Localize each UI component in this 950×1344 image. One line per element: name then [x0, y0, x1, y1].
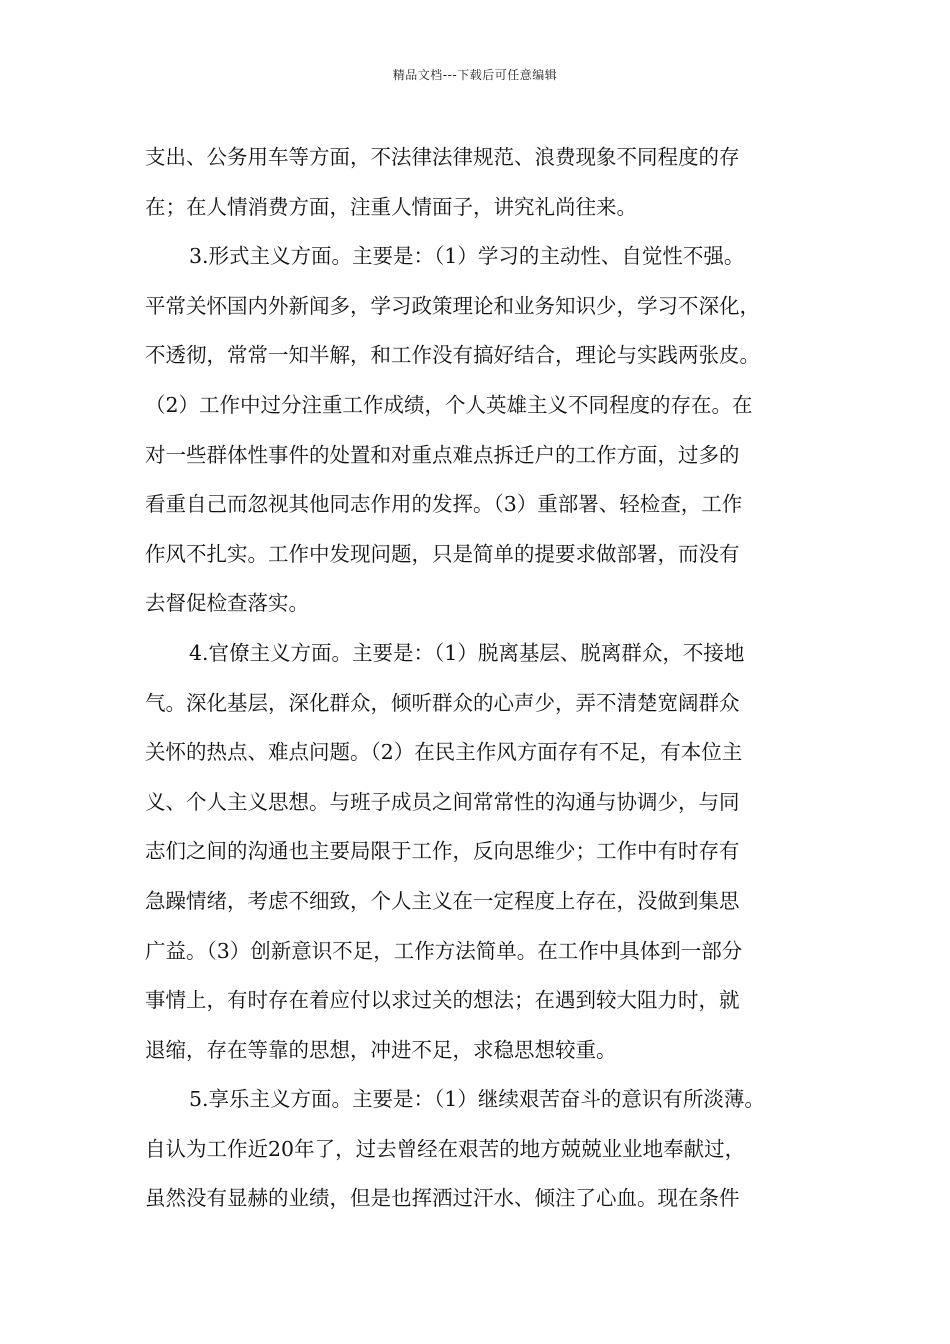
text-line: 平常关怀国内外新闻多，学习政策理论和业务知识少，学习不深化， [145, 293, 760, 318]
text-line: 急躁情绪，考虑不细致，个人主义在一定程度上存在，没做到集思 [145, 888, 740, 913]
text-line: 不透彻，常常一知半解，和工作没有搞好结合，理论与实践两张皮。 [145, 343, 760, 368]
page-header: 精品文档---下载后可任意编辑 [392, 68, 558, 82]
text-line: 义、个人主义思想。与班子成员之间常常性的沟通与协调少，与同 [145, 789, 740, 814]
text-line: （2）工作中过分注重工作成绩，个人英雄主义不同程度的存在。在 [145, 392, 753, 417]
text-line: 广益。（3）创新意识不足，工作方法简单。在工作中具体到一部分 [145, 938, 743, 963]
paragraph-first-line: 4.官僚主义方面。主要是：（1）脱离基层、脱离群众，不接地 [189, 640, 745, 665]
text-line: 去督促检查落实。 [145, 591, 309, 616]
text-line: 气。深化基层，深化群众，倾听群众的心声少，弄不清楚宽阔群众 [145, 690, 740, 715]
text-line: 虽然没有显赫的业绩，但是也挥洒过汗水、倾注了心血。现在条件 [145, 1186, 740, 1211]
document-body [145, 133, 810, 1224]
text-line: 事情上，有时存在着应付以求过关的想法；在遇到较大阻力时，就 [145, 988, 740, 1013]
text-line: 关怀的热点、难点问题。（2）在民主作风方面存有不足，有本位主 [145, 740, 743, 765]
text-line: 退缩，存在等靠的思想，冲进不足，求稳思想较重。 [145, 1037, 617, 1062]
text-line: 自认为工作近20年了，过去曾经在艰苦的地方兢兢业业地奉献过， [145, 1136, 746, 1161]
paragraph-first-line: 3.形式主义方面。主要是：（1）学习的主动性、自觉性不强。 [189, 244, 745, 269]
text-line: 看重自己而忽视其他同志作用的发挥。（3）重部署、轻检查，工作 [145, 492, 743, 517]
text-line: 作风不扎实。工作中发现问题，只是简单的提要求做部署，而没有 [145, 541, 740, 566]
text-line: 在；在人情消费方面，注重人情面子，讲究礼尚往来。 [145, 194, 637, 219]
text-line: 志们之间的沟通也主要局限于工作，反向思维少；工作中有时存有 [145, 839, 740, 864]
text-line: 支出、公务用车等方面，不法律法律规范、浪费现象不同程度的存 [145, 145, 740, 169]
text-line: 对一些群体性事件的处置和对重点难点拆迁户的工作方面，过多的 [145, 442, 740, 467]
paragraph-first-line: 5.享乐主义方面。主要是：（1）继续艰苦奋斗的意识有所淡薄。 [189, 1087, 765, 1112]
